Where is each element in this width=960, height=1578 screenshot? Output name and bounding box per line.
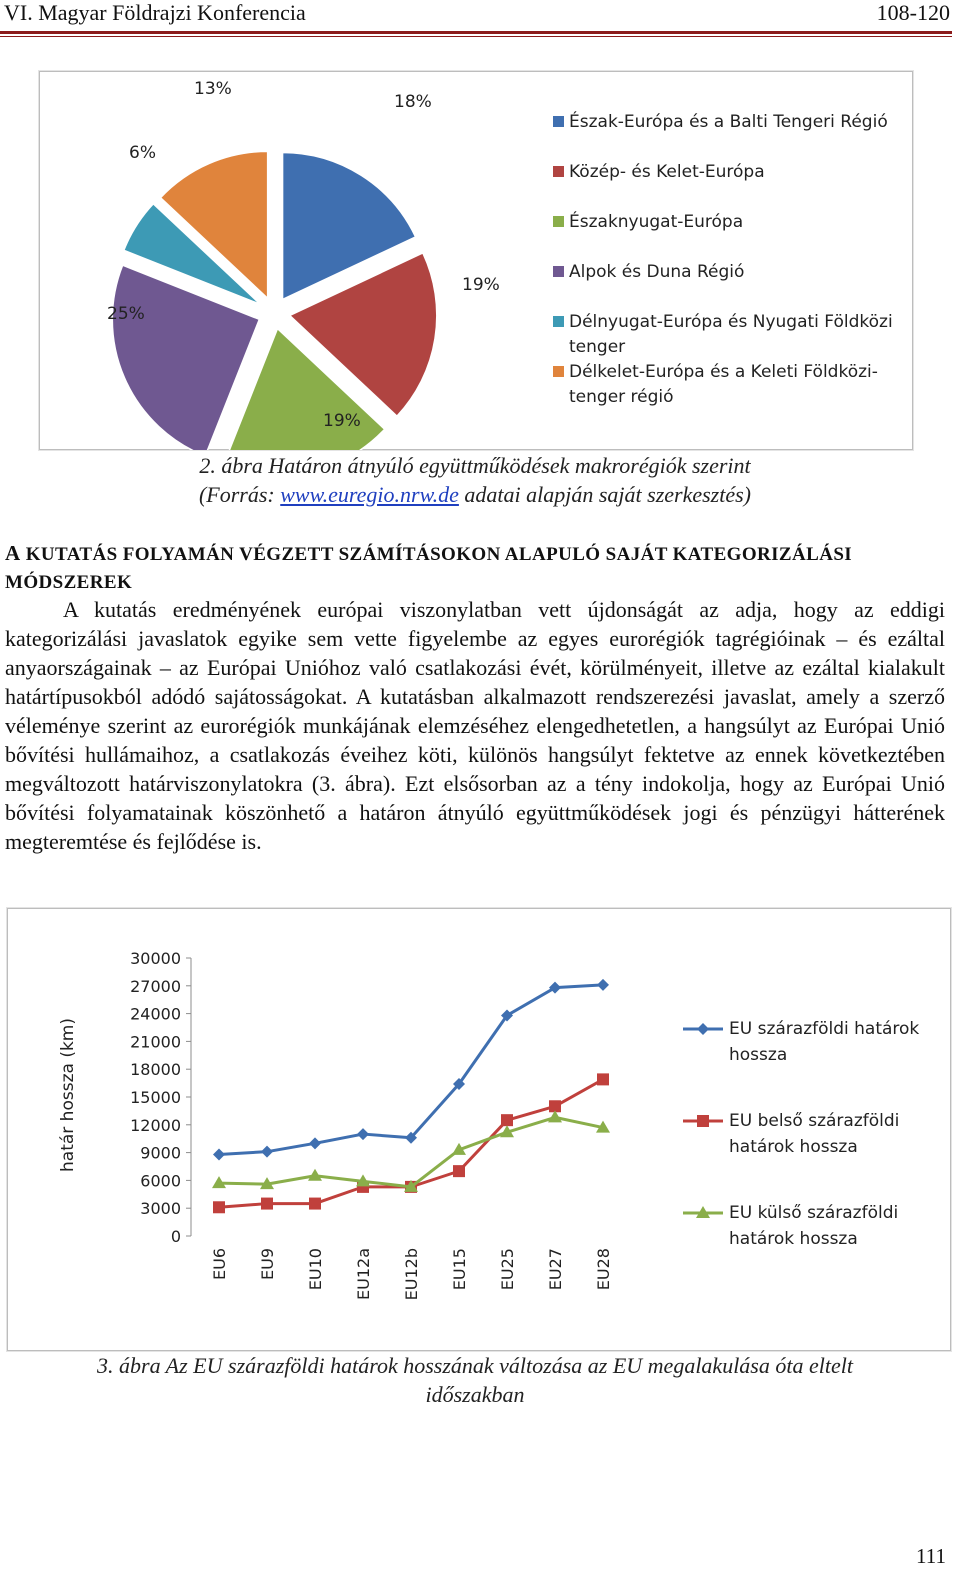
chart-series: [212, 979, 610, 1213]
header-rule-thin: [0, 36, 952, 37]
legend-label: Északnyugat-Európa: [569, 212, 744, 232]
data-point-square: [261, 1198, 273, 1210]
body-paragraph: A kutatás eredményének európai viszonylatban vett újdonságát az adja, hogy az eddigi kategorizálási javaslatok egyike sem vette figyelembe az egyes eurorégiók tagrégióinak – és ezáltal anyaországainak – az Európai Unióhoz való csatlakozási évét, körülményeit, illetve az ezáltal kialakult határtípusokból adódó sajátosságokat. A kutatásban alkalmazott rendszerezési javaslat, amely a szerző véleménye szerint az eurorégiók munkájának elemzéséhez elengedhetetlen, a hangsúlyt az Európai Unió bővítési hullámaihoz, a csatlakozás éveihez köti, különös hangsúlyt fektetve az ennek következtében megváltozott határviszonylatokra (3. ábra). Ezt elsősorban az a tény indokolja, hogy az Európai Unió bővítési folyamatainak köszönhető a határon átnyúló együttműködések jogi és pénzügyi hátterének megteremtése és fejlődése is.: [5, 597, 945, 854]
x-tick-label: EU12a: [354, 1248, 373, 1300]
legend-label: Délnyugat-Európa és Nyugati Földközi: [569, 312, 893, 332]
y-axis-title: határ hossza (km): [58, 1018, 78, 1172]
x-tick-label: EU6: [210, 1248, 229, 1280]
section-heading-rest: KUTATÁS FOLYAMÁN VÉGZETT SZÁMÍTÁSOKON ALAPULÓ SAJÁT KATEGORIZÁLÁSI MÓDSZEREK: [5, 544, 853, 593]
legend-label: Alpok és Duna Régió: [569, 262, 745, 282]
legend-swatch-blue: [553, 116, 564, 127]
legend-swatch-purple: [553, 266, 564, 277]
y-tick-label: 21000: [130, 1032, 181, 1052]
legend-swatch-teal: [553, 316, 564, 327]
euregio-source-link[interactable]: www.euregio.nrw.de: [280, 482, 459, 507]
legend-label-cont: hossza: [729, 1045, 788, 1065]
pie-legend-item: [553, 160, 903, 185]
data-point-diamond: [309, 1137, 321, 1149]
pie-legend-item: [553, 310, 903, 360]
legend-label: EU külső szárazföldi: [729, 1203, 899, 1223]
legend-label: Észak-Európa és a Balti Tengeri Régió: [569, 112, 888, 132]
caption-source-prefix: (Forrás:: [198, 482, 281, 507]
y-tick-label: 18000: [130, 1060, 181, 1080]
figure-2-caption-line2: [0, 480, 950, 509]
data-point-square: [309, 1198, 321, 1210]
y-tick-labels: [130, 949, 181, 1246]
data-point-square: [697, 1115, 709, 1127]
y-tick-label: 0: [170, 1227, 181, 1246]
series-line: [219, 985, 603, 1155]
legend-label: EU belső szárazföldi: [729, 1111, 900, 1131]
pie-legend: [553, 110, 903, 410]
running-header-pages: 108-120: [876, 0, 950, 25]
y-tick-label: 3000: [140, 1199, 181, 1219]
pie-value-label: 19%: [323, 411, 361, 431]
data-point-diamond: [597, 979, 609, 991]
x-tick-label: EU9: [258, 1248, 277, 1280]
pie-value-label: 18%: [394, 92, 432, 112]
section-heading-initial: A: [5, 541, 21, 565]
y-tick-label: 6000: [140, 1171, 181, 1191]
pie-value-label: 6%: [129, 143, 156, 163]
pie-value-label: 13%: [194, 79, 232, 99]
data-point-square: [213, 1201, 225, 1213]
data-point-diamond: [357, 1128, 369, 1140]
y-tick-label: 9000: [140, 1143, 181, 1163]
line-legend-item-total: [729, 1016, 944, 1068]
pie-legend-item: [553, 260, 903, 285]
x-tick-label: EU28: [594, 1248, 613, 1291]
figure-2-caption-line1: 2. ábra Határon átnyúló együttműködések makrorégiók szerint: [199, 453, 751, 478]
data-point-diamond: [213, 1148, 225, 1160]
line-legend-item-internal: [729, 1108, 944, 1160]
header-rule-thick: [0, 31, 952, 34]
legend-label: EU szárazföldi határok: [729, 1019, 920, 1039]
x-tick-label: EU10: [306, 1248, 325, 1291]
chart-axes: [186, 958, 191, 1236]
data-point-square: [453, 1165, 465, 1177]
data-point-diamond: [549, 982, 561, 994]
x-tick-label: EU12b: [402, 1248, 421, 1301]
series-line: [219, 1117, 603, 1187]
running-header-title: VI. Magyar Földrajzi Konferencia: [4, 0, 306, 25]
page-number: 111: [916, 1544, 946, 1568]
legend-swatch-orange: [553, 366, 564, 377]
figure-3-caption: [0, 1351, 950, 1409]
series-group: [213, 979, 609, 1161]
legend-swatch-red: [553, 166, 564, 177]
y-tick-label: 24000: [130, 1004, 181, 1024]
legend-label: Közép- és Kelet-Európa: [569, 162, 765, 182]
figure-2-caption: [0, 451, 950, 509]
section-heading: [5, 539, 945, 597]
legend-swatch-green: [553, 216, 564, 227]
legend-label: Délkelet-Európa és a Keleti Földközi-: [569, 362, 878, 382]
pie-legend-item: [553, 110, 903, 135]
legend-label-cont: határok hossza: [729, 1229, 858, 1249]
data-point-diamond: [697, 1023, 709, 1035]
pie-legend-item: [553, 360, 903, 410]
pie-value-label: 19%: [462, 275, 500, 295]
line-legend-marks: [683, 1023, 723, 1218]
legend-label-cont: tenger: [569, 337, 626, 357]
caption-source-suffix: adatai alapján saját szerkesztés): [458, 482, 752, 507]
line-legend: [729, 1016, 944, 1252]
data-point-diamond: [261, 1146, 273, 1158]
line-legend-item-external: [729, 1200, 944, 1252]
x-tick-label: EU15: [450, 1248, 469, 1291]
y-tick-label: 15000: [130, 1088, 181, 1107]
x-tick-label: EU27: [546, 1248, 565, 1291]
legend-label-cont: tenger régió: [569, 387, 674, 407]
y-tick-label: 12000: [130, 1115, 181, 1135]
data-point-square: [501, 1114, 513, 1126]
legend-label-cont: határok hossza: [729, 1137, 858, 1157]
x-tick-labels: [210, 1248, 613, 1300]
x-tick-label: EU25: [498, 1248, 517, 1291]
data-point-triangle: [308, 1169, 322, 1181]
pie-legend-item: [553, 210, 903, 235]
pie-slices: [112, 151, 436, 450]
data-point-square: [597, 1073, 609, 1085]
figure-3-caption-line1: 3. ábra Az EU szárazföldi határok hosszának változása az EU megalakulása óta eltelt: [97, 1353, 853, 1378]
y-tick-label: 30000: [130, 949, 181, 968]
figure-3-caption-line2: időszakban: [425, 1382, 525, 1407]
y-axis-title-group: [58, 1018, 78, 1172]
y-tick-label: 27000: [130, 976, 181, 996]
pie-value-label: 25%: [107, 304, 145, 324]
